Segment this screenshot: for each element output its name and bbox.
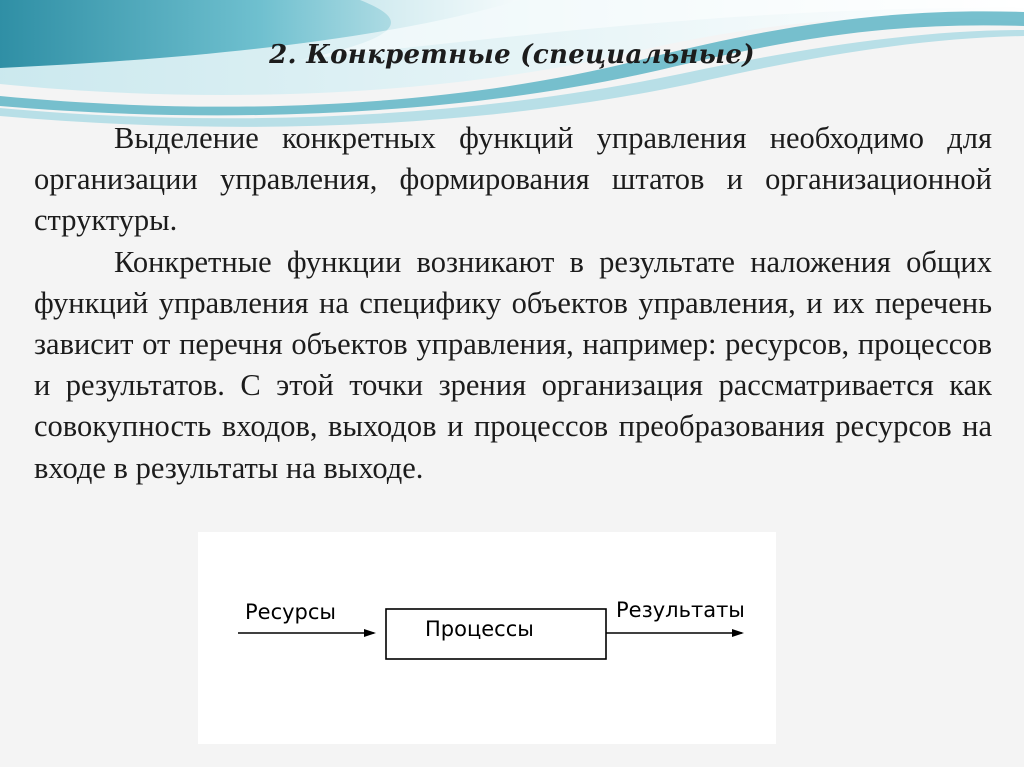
output-arrow-head: [732, 629, 744, 637]
paragraph-1: Выделение конкретных функций управления необходимо для организации управления, формирования штатов и организационной структуры.: [34, 121, 992, 238]
output-label: Результаты: [616, 598, 745, 622]
input-arrow-head: [364, 629, 376, 637]
body-text: [34, 118, 992, 489]
slide-title: 2. Конкретные (специальные): [269, 40, 755, 70]
process-diagram: [198, 532, 776, 744]
paragraph-2: Конкретные функции возникают в результате наложения общих функций управления на специфику объектов управления, и их перечень зависит от перечня объектов управления, например: ресурсов, процессов и результатов. С этой точки зрения организация рассматривается как совокупность входов, выходов и процессов преобразования ресурсов на входе в результаты на выходе.: [34, 244, 992, 485]
process-label: Процессы: [425, 617, 534, 641]
input-label: Ресурсы: [245, 600, 337, 624]
